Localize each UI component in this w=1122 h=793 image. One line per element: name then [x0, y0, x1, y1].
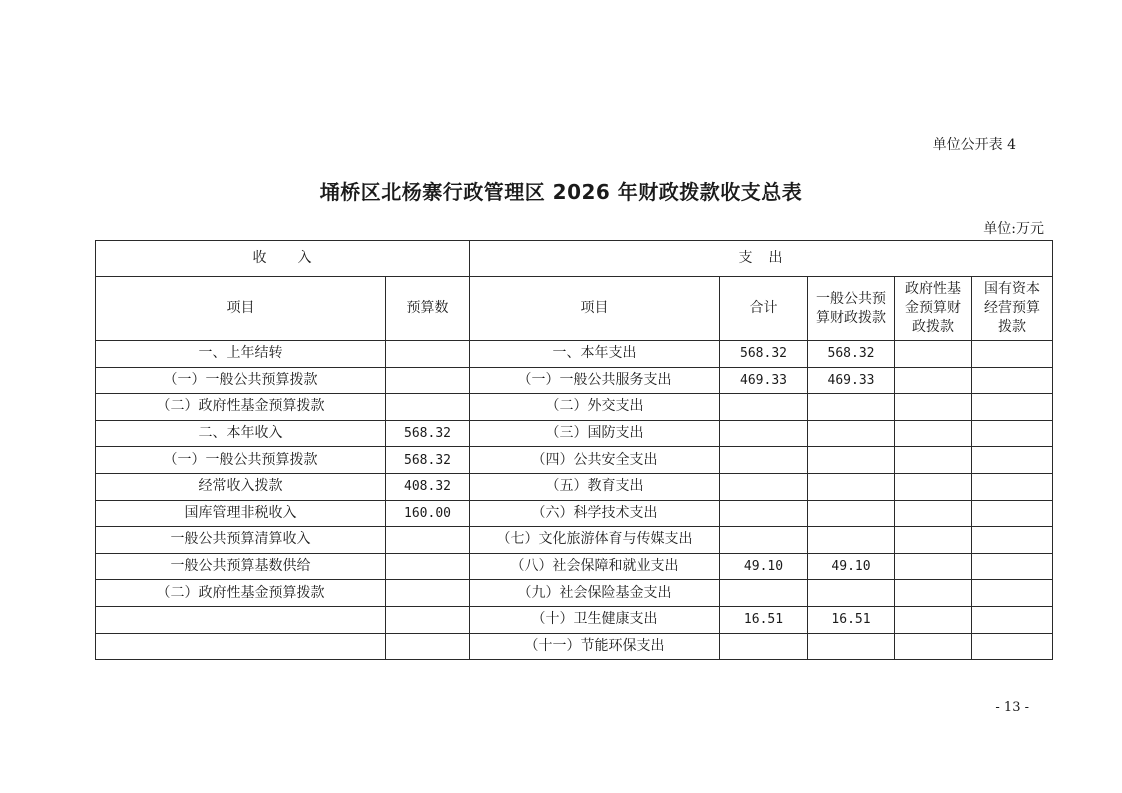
income-item-cell: 一般公共预算基数供给	[96, 553, 386, 580]
group-header-row	[96, 241, 1053, 277]
expense-item-header: 项目	[470, 277, 720, 341]
general-budget-cell	[808, 500, 895, 527]
fund-budget-cell	[895, 447, 972, 474]
income-item-cell: 国库管理非税收入	[96, 500, 386, 527]
table-row	[96, 420, 1053, 447]
income-budget-cell	[386, 580, 470, 607]
total-cell: 49.10	[720, 553, 808, 580]
capital-budget-cell	[972, 606, 1053, 633]
income-item-cell	[96, 606, 386, 633]
income-budget-cell	[386, 553, 470, 580]
income-budget-cell	[386, 394, 470, 421]
unit-label: 单位:万元	[983, 221, 1044, 237]
expense-group-header: 支 出	[470, 241, 1053, 277]
fund-budget-cell	[895, 473, 972, 500]
general-budget-cell: 49.10	[808, 553, 895, 580]
expense-item-cell: （五）教育支出	[470, 473, 720, 500]
total-cell	[720, 473, 808, 500]
fund-budget-cell	[895, 341, 972, 368]
capital-budget-cell	[972, 500, 1053, 527]
document-title: 埇桥区北杨寨行政管理区 2026 年财政拨款收支总表	[319, 180, 803, 204]
capital-budget-cell	[972, 367, 1053, 394]
table-row	[96, 606, 1053, 633]
total-cell	[720, 633, 808, 660]
fund-budget-cell	[895, 553, 972, 580]
capital-budget-cell	[972, 580, 1053, 607]
capital-budget-cell	[972, 394, 1053, 421]
income-item-cell	[96, 633, 386, 660]
income-item-cell: 一般公共预算清算收入	[96, 527, 386, 554]
income-item-header: 项目	[96, 277, 386, 341]
table-row	[96, 527, 1053, 554]
expense-item-cell: 一、本年支出	[470, 341, 720, 368]
capital-budget-cell	[972, 527, 1053, 554]
income-item-cell: 二、本年收入	[96, 420, 386, 447]
general-budget-cell: 16.51	[808, 606, 895, 633]
fund-budget-cell	[895, 606, 972, 633]
table-row	[96, 633, 1053, 660]
fund-budget-header: 政府性基金预算财政拨款	[895, 277, 972, 341]
total-cell	[720, 420, 808, 447]
fund-budget-cell	[895, 367, 972, 394]
total-cell	[720, 527, 808, 554]
fund-budget-cell	[895, 420, 972, 447]
fund-budget-cell	[895, 394, 972, 421]
table-row	[96, 394, 1053, 421]
fund-budget-cell	[895, 633, 972, 660]
general-budget-cell	[808, 580, 895, 607]
table-row	[96, 473, 1053, 500]
income-item-cell: （二）政府性基金预算拨款	[96, 580, 386, 607]
total-cell	[720, 394, 808, 421]
general-budget-cell: 469.33	[808, 367, 895, 394]
capital-budget-cell	[972, 341, 1053, 368]
general-budget-cell	[808, 394, 895, 421]
capital-budget-cell	[972, 473, 1053, 500]
capital-budget-cell	[972, 633, 1053, 660]
income-item-cell: 一、上年结转	[96, 341, 386, 368]
table-row	[96, 341, 1053, 368]
expense-item-cell: （六）科学技术支出	[470, 500, 720, 527]
total-cell	[720, 447, 808, 474]
income-item-cell: 经常收入拨款	[96, 473, 386, 500]
table-row	[96, 580, 1053, 607]
budget-summary-table	[95, 240, 1053, 660]
capital-budget-header: 国有资本经营预算拨款	[972, 277, 1053, 341]
income-budget-cell: 160.00	[386, 500, 470, 527]
income-item-cell: （二）政府性基金预算拨款	[96, 394, 386, 421]
income-budget-cell	[386, 606, 470, 633]
expense-item-cell: （七）文化旅游体育与传媒支出	[470, 527, 720, 554]
expense-item-cell: （九）社会保险基金支出	[470, 580, 720, 607]
total-cell: 568.32	[720, 341, 808, 368]
capital-budget-cell	[972, 420, 1053, 447]
income-budget-cell	[386, 341, 470, 368]
table-row	[96, 447, 1053, 474]
total-cell: 469.33	[720, 367, 808, 394]
expense-item-cell: （十一）节能环保支出	[470, 633, 720, 660]
income-group-header: 收 入	[96, 241, 470, 277]
expense-item-cell: （三）国防支出	[470, 420, 720, 447]
income-budget-cell	[386, 527, 470, 554]
expense-item-cell: （八）社会保障和就业支出	[470, 553, 720, 580]
general-budget-cell	[808, 447, 895, 474]
fund-budget-cell	[895, 580, 972, 607]
expense-item-cell: （一）一般公共服务支出	[470, 367, 720, 394]
expense-item-cell: （四）公共安全支出	[470, 447, 720, 474]
capital-budget-cell	[972, 553, 1053, 580]
income-budget-cell: 568.32	[386, 447, 470, 474]
general-budget-cell	[808, 473, 895, 500]
income-budget-cell	[386, 367, 470, 394]
expense-item-cell: （十）卫生健康支出	[470, 606, 720, 633]
total-cell: 16.51	[720, 606, 808, 633]
table-row	[96, 500, 1053, 527]
income-budget-cell	[386, 633, 470, 660]
table-row	[96, 553, 1053, 580]
page-number: - 13 -	[995, 700, 1029, 715]
column-header-row	[96, 277, 1053, 341]
income-budget-cell: 568.32	[386, 420, 470, 447]
form-number: 单位公开表 4	[932, 137, 1016, 153]
general-budget-cell: 568.32	[808, 341, 895, 368]
income-item-cell: （一）一般公共预算拨款	[96, 447, 386, 474]
capital-budget-cell	[972, 447, 1053, 474]
general-budget-cell	[808, 420, 895, 447]
fund-budget-cell	[895, 527, 972, 554]
total-header: 合计	[720, 277, 808, 341]
fund-budget-cell	[895, 500, 972, 527]
total-cell	[720, 580, 808, 607]
income-item-cell: （一）一般公共预算拨款	[96, 367, 386, 394]
expense-item-cell: （二）外交支出	[470, 394, 720, 421]
general-budget-cell	[808, 527, 895, 554]
general-budget-header: 一般公共预算财政拨款	[808, 277, 895, 341]
income-budget-header: 预算数	[386, 277, 470, 341]
income-budget-cell: 408.32	[386, 473, 470, 500]
table-row	[96, 367, 1053, 394]
total-cell	[720, 500, 808, 527]
general-budget-cell	[808, 633, 895, 660]
